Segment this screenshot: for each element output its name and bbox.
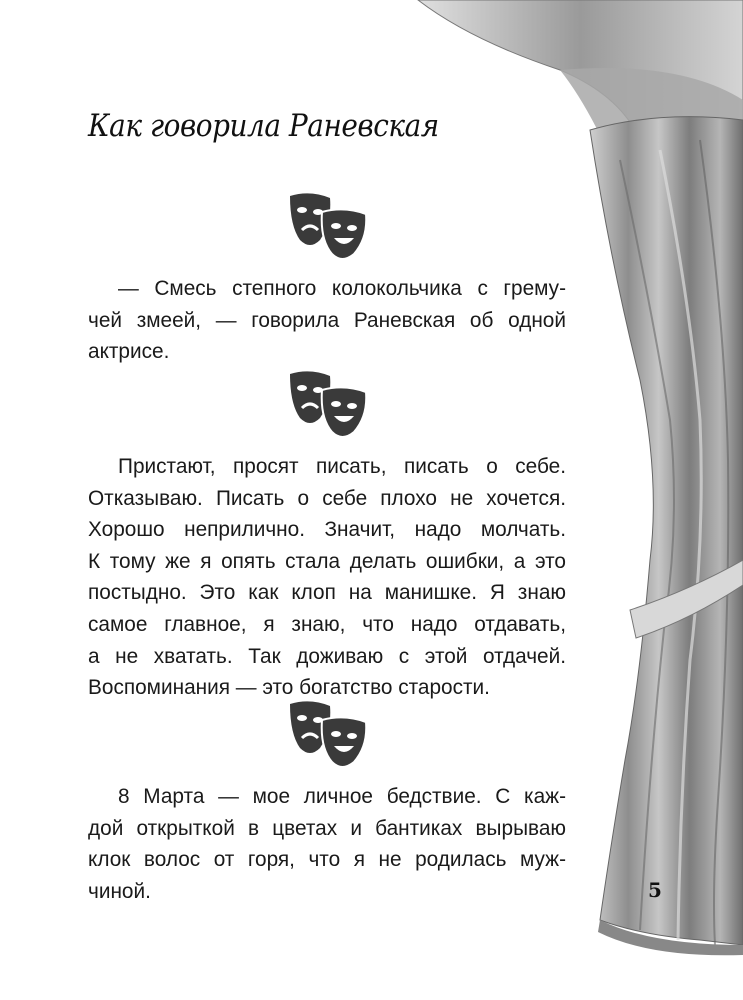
paragraph-line: чей змеей, — говорила Раневская об одной [88, 308, 566, 332]
paragraph-line: а не хватать. Так доживаю с этой отдачей. [88, 644, 566, 668]
paragraph-line: Воспоминания — это богатство старости. [88, 676, 490, 700]
paragraph-line: актрисе. [88, 340, 170, 364]
paragraph-3 [88, 781, 566, 907]
theatre-masks-icon [288, 192, 372, 264]
paragraph-line: К тому же я опять стала делать ошибки, а это [88, 549, 566, 573]
paragraph-line: Пристают, просят писать, писать о себе. [118, 455, 566, 478]
paragraph-line: клок волос от горя, что я не родилась муж- [88, 848, 566, 872]
theatre-masks-icon [288, 370, 372, 442]
paragraph-line: 8 Марта — мое личное бедствие. С каж- [118, 785, 566, 808]
paragraph-line: Хорошо неприлично. Значит, надо молчать. [88, 518, 566, 542]
paragraph-line: дой открыткой в цветах и бантиках вырываю [88, 816, 566, 840]
page-number: 5 [648, 878, 662, 902]
running-header: Как говорила Раневская [88, 108, 439, 144]
paragraph-2 [88, 451, 566, 704]
paragraph-line: — Смесь степного колокольчика с грему- [118, 277, 566, 300]
paragraph-line: постыдно. Это как клоп на манишке. Я знаю [88, 581, 566, 605]
paragraph-line: Отказываю. Писать о себе плохо не хочется. [88, 486, 566, 510]
theatre-masks-icon [288, 700, 372, 772]
paragraph-line: самое главное, я знаю, что надо отдавать, [88, 612, 566, 636]
paragraph-1 [88, 273, 566, 368]
paragraph-line: чиной. [88, 879, 151, 903]
